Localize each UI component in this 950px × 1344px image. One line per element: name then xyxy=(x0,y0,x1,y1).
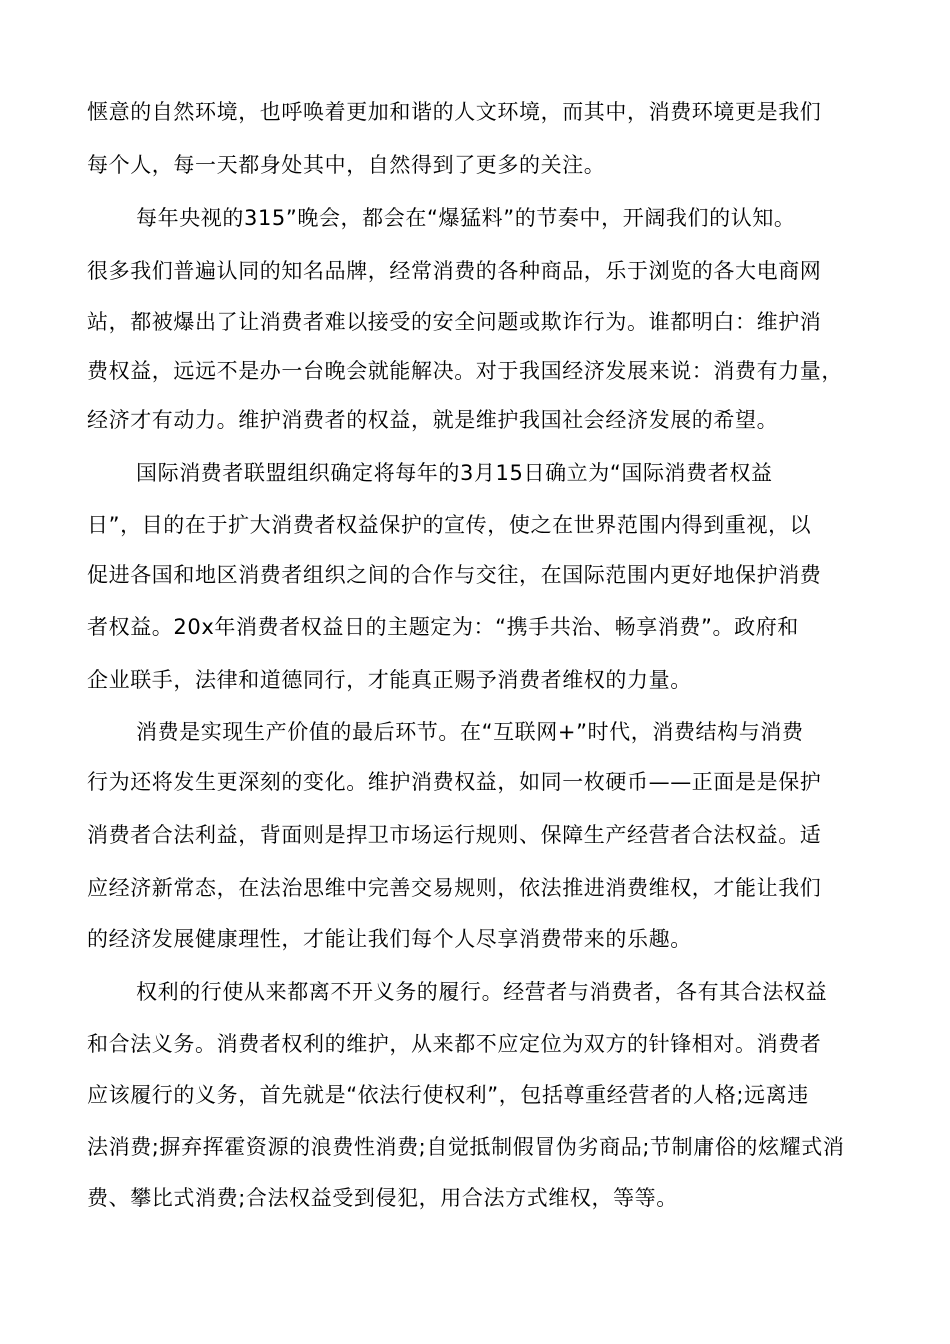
text-line: 很多我们普遍认同的知名品牌，经常消费的各种商品，乐于浏览的各大电商网 xyxy=(87,259,822,283)
paragraph-first-line: 每年央视的315”晚会，都会在“爆猛料”的节奏中，开阔我们的认知。 xyxy=(136,206,796,230)
text-line: 的经济发展健康理性，才能让我们每个人尽享消费带来的乐趣。 xyxy=(87,927,692,951)
text-line: 行为还将发生更深刻的变化。维护消费权益，如同一枚硬币——正面是是保护 xyxy=(87,770,822,794)
paragraph-first-line: 国际消费者联盟组织确定将每年的3月15日确立为“国际消费者权益 xyxy=(136,461,773,485)
text-line: 费权益，远远不是办一台晚会就能解决。对于我国经济发展来说：消费有力量， xyxy=(87,359,843,383)
paragraph-first-line: 消费是实现生产价值的最后环节。在“互联网+”时代，消费结构与消费 xyxy=(136,720,804,744)
text-line: 和合法义务。消费者权利的维护，从来都不应定位为双方的针锋相对。消费者 xyxy=(87,1032,822,1056)
text-line: 费、攀比式消费;合法权益受到侵犯，用合法方式维权，等等。 xyxy=(87,1186,678,1210)
paragraph-first-line: 权利的行使从来都离不开义务的履行。经营者与消费者，各有其合法权益 xyxy=(136,980,828,1004)
text-line: 消费者合法利益，背面则是捍卫市场运行规则、保障生产经营者合法权益。适 xyxy=(87,823,822,847)
text-line: 经济才有动力。维护消费者的权益，就是维护我国社会经济发展的希望。 xyxy=(87,408,779,432)
text-line: 站，都被爆出了让消费者难以接受的安全问题或欺诈行为。谁都明白：维护消 xyxy=(87,310,822,334)
text-line: 每个人，每一天都身处其中，自然得到了更多的关注。 xyxy=(87,153,606,177)
text-line: 者权益。20x年消费者权益日的主题定为：“携手共治、畅享消费”。政府和 xyxy=(87,615,799,639)
text-line: 应经济新常态，在法治思维中完善交易规则，依法推进消费维权，才能让我们 xyxy=(87,876,822,900)
text-line: 企业联手，法律和道德同行，才能真正赐予消费者维权的力量。 xyxy=(87,668,692,692)
text-line: 应该履行的义务，首先就是“依法行使权利”，包括尊重经营者的人格;远离违 xyxy=(87,1083,809,1107)
text-line: 日”，目的在于扩大消费者权益保护的宣传，使之在世界范围内得到重视，以 xyxy=(87,513,812,537)
text-line: 法消费;摒弃挥霍资源的浪费性消费;自觉抵制假冒伪劣商品;节制庸俗的炫耀式消 xyxy=(87,1135,845,1159)
text-line: 促进各国和地区消费者组织之间的合作与交往，在国际范围内更好地保护消费 xyxy=(87,563,822,587)
text-line: 惬意的自然环境，也呼唤着更加和谐的人文环境，而其中，消费环境更是我们 xyxy=(87,100,822,124)
